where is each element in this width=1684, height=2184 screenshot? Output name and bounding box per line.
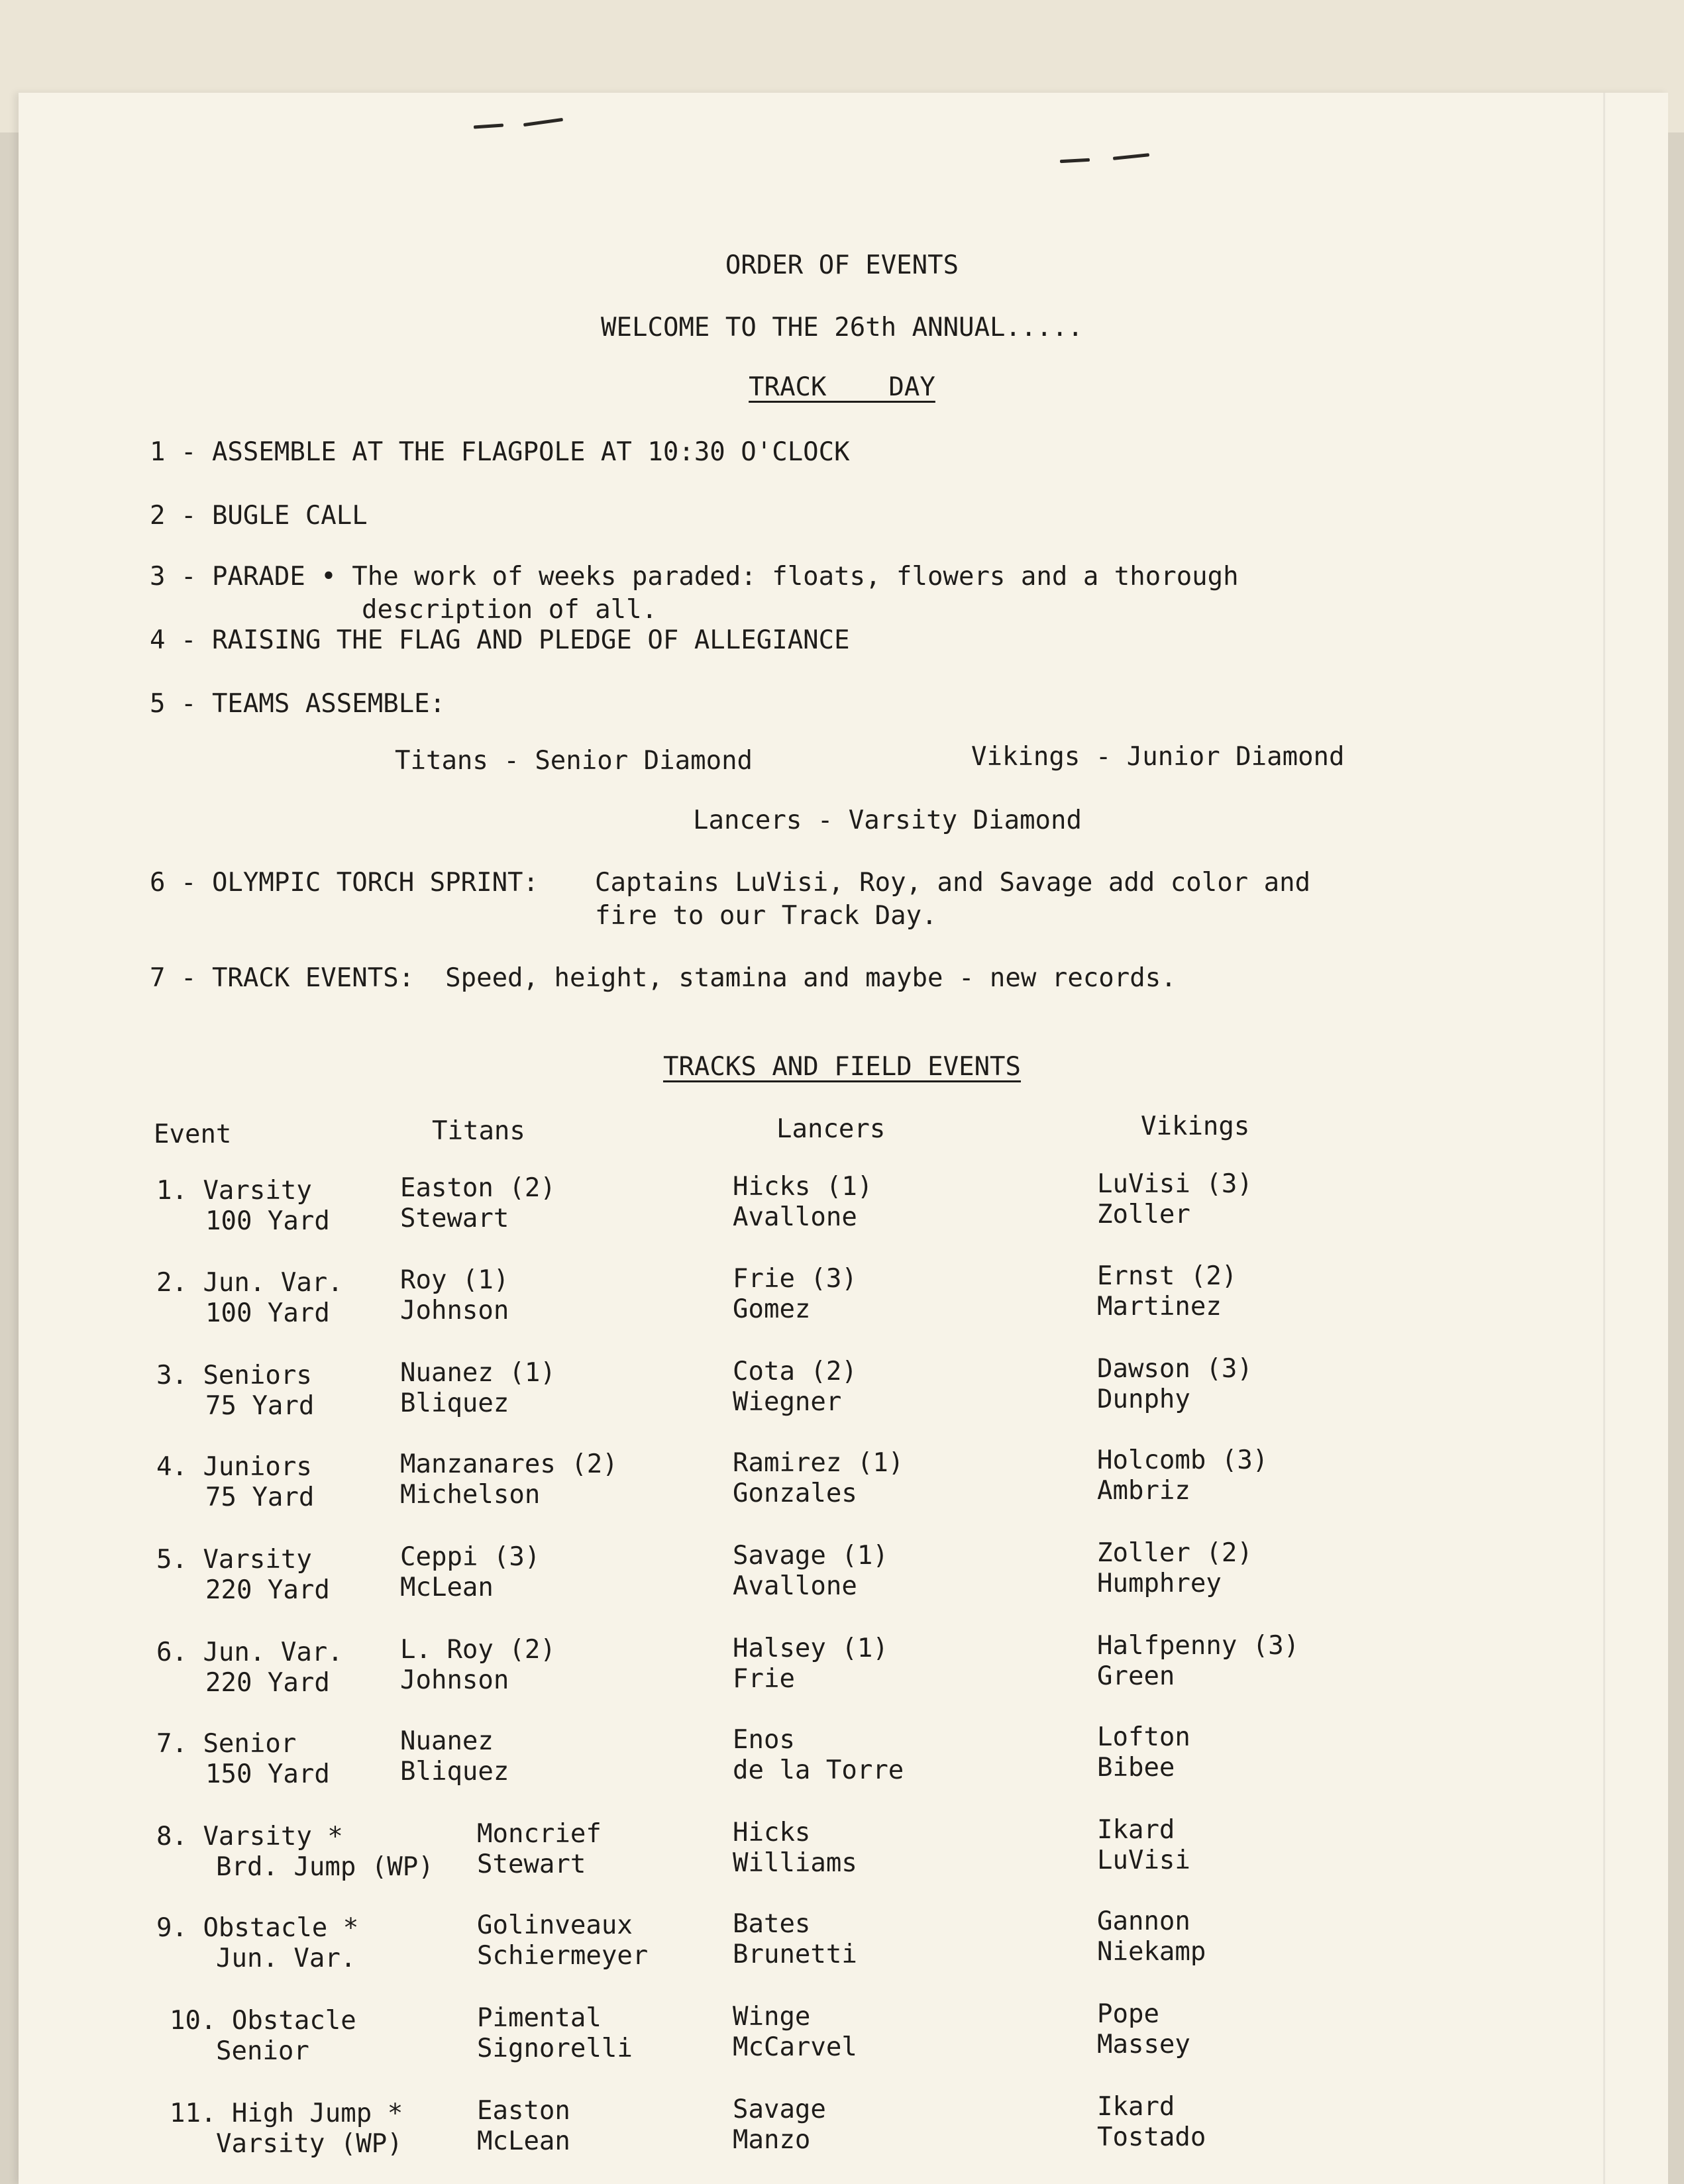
vikings-entry: Ikard (1097, 1815, 1175, 1845)
titans-entry: McLean (477, 2126, 570, 2156)
vikings-entry: Zoller (1097, 1200, 1190, 1229)
titans-entry: Easton (2) (400, 1173, 556, 1203)
vikings-entry: Gannon (1097, 1906, 1190, 1936)
program-item: 4 - RAISING THE FLAG AND PLEDGE OF ALLEGIANCE (150, 625, 850, 655)
event-subname: 75 Yard (205, 1391, 315, 1421)
event-subname: 220 Yard (205, 1668, 330, 1698)
vikings-entry: Dunphy (1097, 1384, 1190, 1414)
vikings-entry: Dawson (3) (1097, 1354, 1253, 1384)
lancers-entry: Avallone (733, 1571, 857, 1601)
team-titans: Titans - Senior Diamond (395, 746, 753, 776)
vikings-entry: Humphrey (1097, 1569, 1222, 1598)
titans-entry: Golinveaux (477, 1910, 633, 1940)
vikings-entry: Halfpenny (3) (1097, 1631, 1300, 1661)
lancers-entry: de la Torre (733, 1755, 904, 1785)
event-subname: 150 Yard (205, 1759, 330, 1789)
program-item-detail: Captains LuVisi, Roy, and Savage add color and (595, 868, 1311, 898)
event-name: 2. Jun. Var. (156, 1268, 343, 1298)
event-name: 1. Varsity (156, 1176, 312, 1206)
team-vikings: Vikings - Junior Diamond (971, 742, 1345, 772)
lancers-entry: Winge (733, 2002, 811, 2032)
document-title: ORDER OF EVENTS (725, 250, 959, 280)
vikings-entry: Ernst (2) (1097, 1261, 1237, 1291)
program-item: 6 - OLYMPIC TORCH SPRINT: (150, 868, 539, 898)
lancers-entry: Avallone (733, 1202, 857, 1232)
event-name: 3. Seniors (156, 1361, 312, 1390)
lancers-entry: Enos (733, 1725, 795, 1755)
vikings-entry: Martinez (1097, 1292, 1222, 1322)
lancers-entry: Hicks (1) (733, 1172, 873, 1202)
event-subname: Varsity (WP) (216, 2129, 403, 2159)
titans-entry: Pimental (477, 2003, 602, 2033)
titans-entry: Moncrief (477, 1819, 602, 1849)
titans-entry: L. Roy (2) (400, 1635, 556, 1665)
titans-entry: Easton (477, 2096, 570, 2126)
titans-entry: Signorelli (477, 2034, 633, 2063)
titans-entry: Schiermeyer (477, 1941, 649, 1971)
vikings-entry: Zoller (2) (1097, 1538, 1253, 1568)
lancers-entry: McCarvel (733, 2032, 857, 2062)
vikings-entry: Ikard (1097, 2092, 1175, 2122)
titans-entry: Nuanez (1) (400, 1358, 556, 1388)
track-day-heading: TRACK DAY (749, 372, 935, 402)
vikings-entry: Niekamp (1097, 1937, 1206, 1967)
team-lancers: Lancers - Varsity Diamond (693, 806, 1082, 835)
lancers-entry: Williams (733, 1848, 857, 1878)
program-item: 3 - PARADE • The work of weeks paraded: floats, flowers and a thorough (150, 562, 1239, 592)
lancers-entry: Gomez (733, 1294, 811, 1324)
vikings-entry: LuVisi (1097, 1846, 1190, 1875)
program-item-continued: fire to our Track Day. (595, 901, 937, 931)
lancers-entry: Wiegner (733, 1387, 842, 1417)
event-subname: 100 Yard (205, 1206, 330, 1236)
vikings-entry: Lofton (1097, 1722, 1190, 1752)
event-subname: 75 Yard (205, 1482, 315, 1512)
event-subname: Brd. Jump (WP) (216, 1852, 434, 1882)
event-name: 10. Obstacle (170, 2006, 356, 2036)
titans-entry: Stewart (477, 1849, 586, 1879)
lancers-entry: Savage (733, 2095, 826, 2124)
vikings-entry: Pope (1097, 1999, 1159, 2029)
titans-entry: Roy (1) (400, 1265, 509, 1295)
program-item: 1 - ASSEMBLE AT THE FLAGPOLE AT 10:30 O'CLOCK (150, 437, 850, 467)
titans-entry: Ceppi (3) (400, 1542, 541, 1572)
event-subname: 100 Yard (205, 1298, 330, 1328)
lancers-entry: Brunetti (733, 1940, 857, 1969)
titans-entry: Bliquez (400, 1757, 509, 1787)
lancers-entry: Cota (2) (733, 1357, 857, 1386)
vikings-entry: LuVisi (3) (1097, 1169, 1253, 1199)
event-name: 8. Varsity * (156, 1822, 343, 1851)
event-name: 11. High Jump * (170, 2099, 403, 2128)
titans-entry: Stewart (400, 1204, 509, 1233)
program-item-continued: description of all. (362, 595, 658, 625)
event-name: 6. Jun. Var. (156, 1638, 343, 1667)
event-subname: 220 Yard (205, 1575, 330, 1605)
vikings-entry: Massey (1097, 2030, 1190, 2059)
column-header-vikings: Vikings (1141, 1112, 1250, 1141)
titans-entry: McLean (400, 1573, 494, 1602)
event-name: 5. Varsity (156, 1545, 312, 1575)
event-name: 4. Juniors (156, 1452, 312, 1482)
titans-entry: Johnson (400, 1296, 509, 1326)
titans-entry: Johnson (400, 1665, 509, 1695)
program-item: 7 - TRACK EVENTS: Speed, height, stamina and maybe - new records. (150, 963, 1177, 993)
vikings-entry: Green (1097, 1661, 1175, 1691)
lancers-entry: Ramirez (1) (733, 1448, 904, 1478)
lancers-entry: Frie (3) (733, 1264, 857, 1294)
vikings-entry: Bibee (1097, 1753, 1175, 1783)
fold-crease (1603, 93, 1605, 2184)
vikings-entry: Ambriz (1097, 1476, 1190, 1506)
event-subname: Jun. Var. (216, 1944, 356, 1973)
lancers-entry: Manzo (733, 2125, 811, 2155)
event-name: 7. Senior (156, 1729, 297, 1759)
lancers-entry: Frie (733, 1664, 795, 1694)
titans-entry: Nuanez (400, 1726, 494, 1756)
column-header-titans: Titans (432, 1116, 525, 1146)
titans-entry: Manzanares (2) (400, 1449, 618, 1479)
lancers-entry: Gonzales (733, 1479, 857, 1508)
program-item: 2 - BUGLE CALL (150, 501, 368, 531)
program-item: 5 - TEAMS ASSEMBLE: (150, 689, 446, 719)
welcome-line: WELCOME TO THE 26th ANNUAL..... (601, 313, 1083, 342)
titans-entry: Bliquez (400, 1388, 509, 1418)
vikings-entry: Holcomb (3) (1097, 1445, 1269, 1475)
lancers-entry: Bates (733, 1909, 811, 1939)
event-name: 9. Obstacle * (156, 1913, 359, 1943)
column-header-event: Event (154, 1119, 232, 1149)
column-header-lancers: Lancers (776, 1114, 886, 1144)
lancers-entry: Halsey (1) (733, 1634, 888, 1663)
events-heading: TRACKS AND FIELD EVENTS (662, 1052, 1022, 1082)
vikings-entry: Tostado (1097, 2122, 1206, 2152)
lancers-entry: Savage (1) (733, 1541, 888, 1571)
lancers-entry: Hicks (733, 1818, 811, 1847)
event-subname: Senior (216, 2036, 309, 2066)
titans-entry: Michelson (400, 1480, 541, 1510)
